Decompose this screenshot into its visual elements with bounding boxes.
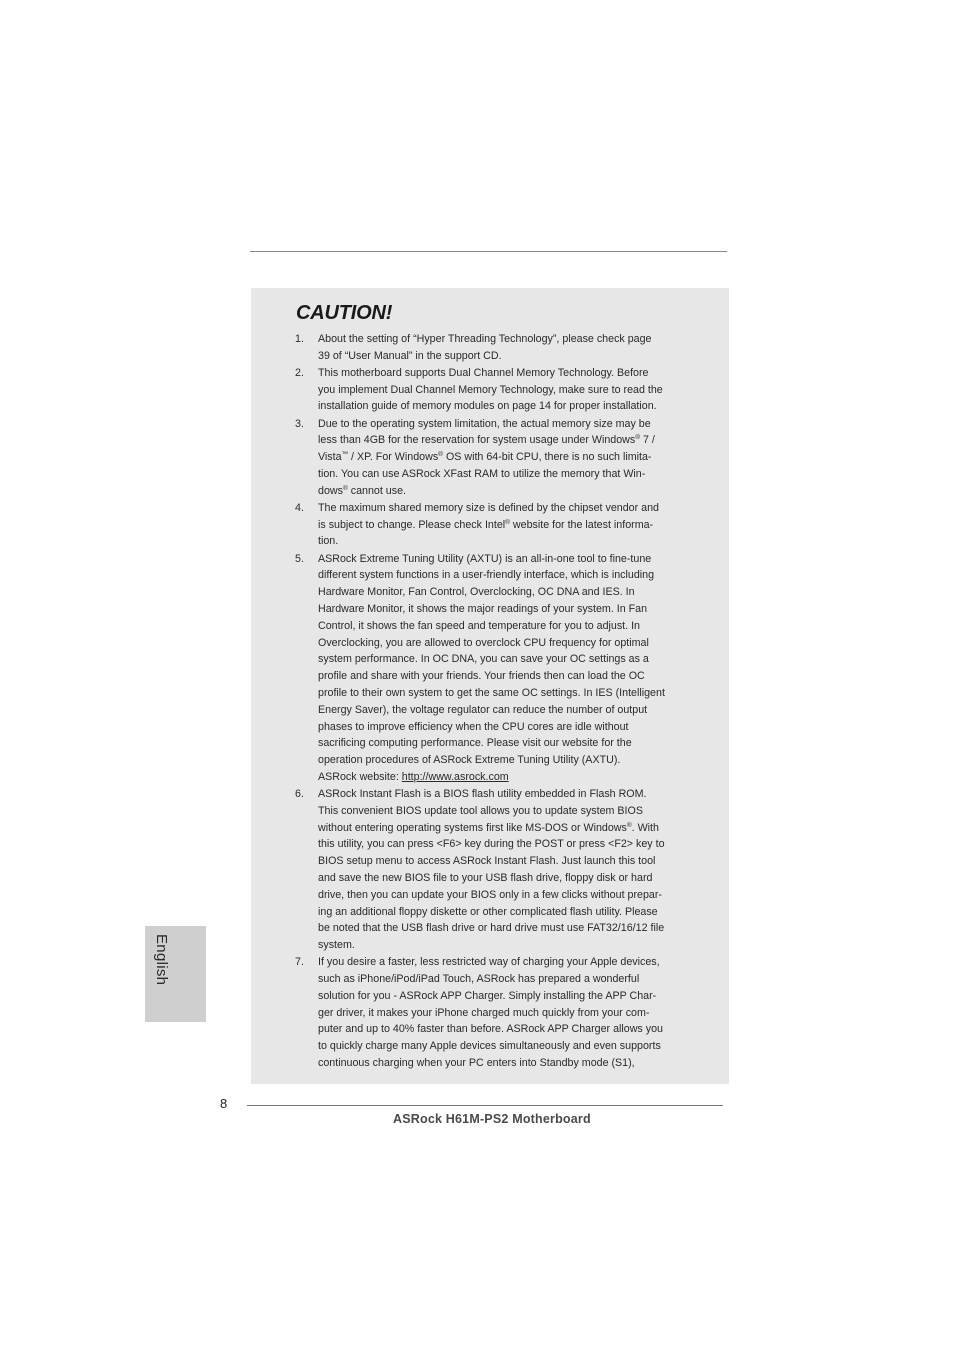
website-label: ASRock website: [318, 770, 402, 783]
caution-item [295, 954, 682, 1072]
caution-item-line: ger driver, it makes your iPhone charged much quickly from your com- [318, 1006, 650, 1019]
caution-item-line: such as iPhone/iPod/iPad Touch, ASRock has prepared a wonderful [318, 973, 640, 986]
caution-item-line: Overclocking, you are allowed to overclock CPU frequency for optimal [318, 636, 649, 649]
caution-item-line: tion. You can use ASRock XFast RAM to utilize the memory that Win- [318, 467, 646, 480]
caution-item-line: without entering operating systems first like MS-DOS or Windows®. With [318, 821, 659, 834]
caution-item [295, 331, 682, 365]
caution-item-text [318, 954, 682, 1072]
caution-item-number: 2. [295, 366, 304, 379]
caution-item-number: 5. [295, 552, 304, 565]
caution-item-line: ASRock Instant Flash is a BIOS flash utility embedded in Flash ROM. [318, 788, 647, 800]
caution-item-line: Vista™ / XP. For Windows® OS with 64-bit CPU, there is no such limita- [318, 451, 652, 464]
caution-item [295, 416, 682, 500]
caution-item-number: 4. [295, 501, 304, 514]
caution-item-line: dows® cannot use. [318, 484, 406, 497]
top-divider [250, 251, 727, 252]
caution-item-line: Hardware Monitor, Fan Control, Overclocking, OC DNA and IES. In [318, 586, 635, 599]
caution-item-line: Energy Saver), the voltage regulator can reduce the number of output [318, 703, 648, 716]
caution-item-line: this utility, you can press <F6> key during the POST or press <F2> key to [318, 838, 665, 851]
caution-item-line: puter and up to 40% faster than before. ASRock APP Charger allows you [318, 1023, 663, 1036]
caution-list [295, 331, 682, 1072]
caution-item-line: system performance. In OC DNA, you can save your OC settings as a [318, 653, 649, 666]
caution-item-text [318, 416, 682, 500]
caution-item-line: profile and share with your friends. Your friends then can load the OC [318, 670, 645, 683]
caution-item-text [318, 551, 682, 786]
caution-item-text [318, 786, 682, 954]
caution-item-line: If you desire a faster, less restricted way of charging your Apple devices, [318, 956, 660, 969]
caution-item-line: This convenient BIOS update tool allows you to update system BIOS [318, 804, 643, 817]
caution-item-line: is subject to change. Please check Intel® website for the latest informa- [318, 518, 654, 531]
caution-item-text [318, 365, 682, 415]
caution-item-line: different system functions in a user-friendly interface, which is including [318, 569, 655, 582]
caution-item-line: and save the new BIOS file to your USB flash drive, floppy disk or hard [318, 871, 653, 884]
caution-item-line: continuous charging when your PC enters into Standby mode (S1), [318, 1057, 635, 1070]
caution-item [295, 500, 682, 550]
footer-title: ASRock H61M-PS2 Motherboard [393, 1112, 591, 1126]
caution-item-line: About the setting of “Hyper Threading Technology”, please check page [318, 333, 652, 345]
page-number: 8 [220, 1096, 228, 1111]
caution-item-line: Due to the operating system limitation, the actual memory size may be [318, 417, 651, 430]
caution-item-line: less than 4GB for the reservation for system usage under Windows® 7 / [318, 434, 655, 447]
caution-item [295, 786, 682, 954]
website-link[interactable]: http://www.asrock.com [401, 770, 509, 783]
caution-item-line: Control, it shows the fan speed and temperature for you to adjust. In [318, 619, 640, 632]
caution-item-number: 7. [295, 956, 304, 969]
footer-divider [247, 1105, 723, 1106]
language-tab [145, 926, 206, 1022]
caution-item-line: The maximum shared memory size is defined by the chipset vendor and [318, 501, 659, 514]
caution-item-line: operation procedures of ASRock Extreme Tuning Utility (AXTU). [318, 754, 621, 767]
language-tab-label: English [153, 934, 170, 986]
caution-item-number: 6. [295, 788, 304, 800]
caution-item [295, 365, 682, 415]
caution-item-line: This motherboard supports Dual Channel Memory Technology. Before [318, 366, 649, 379]
caution-item-line: Hardware Monitor, it shows the major readings of your system. In Fan [318, 602, 648, 615]
caution-item-line: ing an additional floppy diskette or other complicated flash utility. Please [318, 905, 658, 918]
caution-item-line: be noted that the USB flash drive or hard drive must use FAT32/16/12 file [318, 922, 665, 935]
caution-item-number: 3. [295, 417, 304, 430]
caution-item-line: phases to improve efficiency when the CPU cores are idle without [318, 720, 629, 733]
caution-item-text [318, 331, 682, 365]
caution-item-line: to quickly charge many Apple devices simultaneously and even supports [318, 1040, 661, 1053]
caution-item-line: sacrificing computing performance. Please visit our website for the [318, 737, 632, 750]
caution-item-line: tion. [318, 535, 339, 548]
website-line [318, 769, 682, 786]
caution-item-line: installation guide of memory modules on page 14 for proper installation. [318, 400, 657, 413]
caution-item-line: you implement Dual Channel Memory Technology, make sure to read the [318, 383, 663, 396]
caution-item-line: ASRock Extreme Tuning Utility (AXTU) is an all-in-one tool to fine-tune [318, 552, 652, 565]
caution-item-line: solution for you - ASRock APP Charger. Simply installing the APP Char- [318, 989, 657, 1002]
caution-item-line: 39 of “User Manual” in the support CD. [318, 349, 502, 362]
caution-item [295, 551, 682, 786]
caution-item-number: 1. [295, 333, 304, 345]
caution-box [251, 288, 729, 1084]
caution-item-line: system. [318, 939, 355, 952]
caution-item-line: BIOS setup menu to access ASRock Instant Flash. Just launch this tool [318, 855, 656, 868]
caution-item-line: drive, then you can update your BIOS only in a few clicks without prepar- [318, 888, 662, 901]
caution-item-text [318, 500, 682, 550]
caution-title: CAUTION! [296, 302, 393, 324]
caution-item-line: profile to their own system to get the same OC settings. In IES (Intelligent [318, 686, 665, 699]
